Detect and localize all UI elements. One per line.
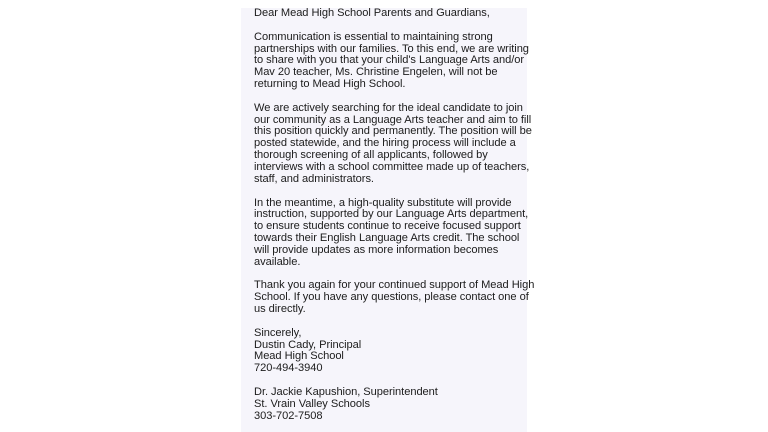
- paragraph-line: interviews with a school committee made up of teachers,: [254, 160, 530, 173]
- paragraph-line: partnerships with our families. To this end, we are writing: [254, 42, 529, 55]
- paragraph-line: School. If you have any questions, please contact one of: [254, 291, 529, 304]
- letter-panel: [241, 7, 535, 432]
- signer-district: St. Vrain Valley Schools: [254, 397, 370, 410]
- paragraph-line: thorough screening of all applicants, followed by: [254, 149, 488, 162]
- paragraph-line: us directly.: [254, 303, 306, 316]
- paragraph-line: towards their English Language Arts credit. The school: [254, 232, 520, 245]
- paragraph-spacer: [254, 316, 527, 328]
- signer-name-title: Dustin Cady, Principal: [254, 338, 362, 351]
- paragraph-spacer: [254, 91, 527, 103]
- paragraph-line: Thank you again for your continued support of Mead High: [254, 279, 535, 292]
- paragraph-line: returning to Mead High School.: [254, 78, 406, 91]
- paragraph-line: this position quickly and permanently. The position will be: [254, 125, 532, 138]
- paragraph-spacer: [254, 186, 527, 198]
- signer-school: Mead High School: [254, 350, 344, 363]
- paragraph-line: available.: [254, 255, 301, 268]
- paragraph-line: to ensure students continue to receive focused support: [254, 220, 521, 233]
- paragraph-line: to share with you that your child's Language Arts and/or: [254, 54, 525, 67]
- paragraph-thanks: [254, 279, 535, 316]
- paragraph-line: Mav 20 teacher, Ms. Christine Engelen, will not be: [254, 66, 498, 79]
- paragraph-communication: [254, 32, 527, 91]
- paragraph-line: instruction, supported by our Language Arts department,: [254, 208, 529, 221]
- paragraph-line: staff, and administrators.: [254, 172, 374, 185]
- signature-block-superintendent: [254, 387, 527, 423]
- letter-body: [254, 7, 535, 423]
- paragraph-substitute: [254, 198, 527, 269]
- paragraph-spacer: [254, 20, 527, 32]
- signer-phone: 303-702-7508: [254, 409, 323, 422]
- paragraph-line: will provide updates as more information becomes: [254, 243, 499, 256]
- paragraph-line: In the meantime, a high-quality substitute will provide: [254, 196, 512, 209]
- closing: Sincerely,: [254, 326, 302, 339]
- signature-block-principal: [254, 328, 527, 375]
- signer-name-title: Dr. Jackie Kapushion, Superintendent: [254, 386, 438, 398]
- paragraph-line: We are actively searching for the ideal candidate to join: [254, 101, 523, 114]
- paragraph-search: [254, 101, 532, 186]
- salutation: Dear Mead High School Parents and Guardians,: [254, 7, 490, 19]
- signer-phone: 720-494-3940: [254, 362, 323, 375]
- paragraph-line: posted statewide, and the hiring process will include a: [254, 137, 516, 150]
- paragraph-line: our community as a Language Arts teacher and aim to fill: [254, 113, 532, 126]
- paragraph-line: Communication is essential to maintaining strong: [254, 30, 493, 43]
